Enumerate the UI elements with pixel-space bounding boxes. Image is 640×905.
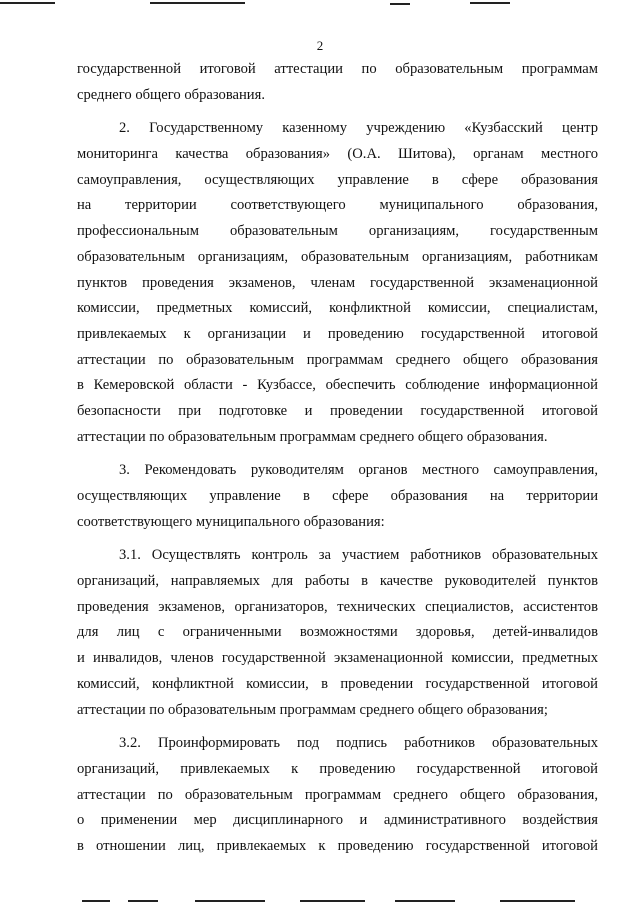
paragraph-item-3-2 <box>77 731 598 859</box>
text-line: государственной итоговой аттестации по образовательным программам <box>77 61 598 77</box>
scan-edge-top <box>0 0 640 8</box>
text-line: 3.1. Осуществлять контроль за участием работников образовательных <box>119 547 598 564</box>
paragraph-item-3 <box>77 458 598 535</box>
text-line: самоуправления, осуществляющих управление в сфере образования <box>77 171 598 188</box>
text-line: в Кемеровской области - Кузбассе, обеспечить соблюдение информационной <box>77 377 598 394</box>
text-line: организаций, привлекаемых к проведению государственной итоговой <box>77 760 598 777</box>
text-line: профессиональным образовательным организациям, государственным <box>77 223 598 240</box>
text-line: организаций, направляемых для работы в качестве руководителей пунктов <box>77 573 598 590</box>
text-line: безопасности при подготовке и проведении государственной итоговой <box>77 402 598 419</box>
text-line: комиссии, предметных комиссий, конфликтной комиссии, специалистам, <box>77 300 598 317</box>
text-line: аттестации по образовательным программам среднего общего образования. <box>77 428 548 445</box>
text-line: комиссий, конфликтной комиссии, в проведении государственной итоговой <box>77 675 598 692</box>
document-body <box>77 57 598 860</box>
text-line: 3.2. Проинформировать под подпись работников образовательных <box>119 735 598 752</box>
page-number: 2 <box>316 38 324 53</box>
text-line: образовательным организациям, образовательным организациям, работникам <box>77 248 598 265</box>
text-line: на территории соответствующего муниципального образования, <box>77 197 598 214</box>
paragraph-continuation <box>77 57 598 108</box>
text-line: привлекаемых к организации и проведению государственной итоговой <box>77 325 598 342</box>
paragraph-item-3-1 <box>77 543 598 723</box>
text-line: о применении мер дисциплинарного и административного воздействия <box>77 812 598 829</box>
text-line: мониторинга качества образования» (О.А. Шитова), органам местного <box>77 146 598 163</box>
text-line: аттестации по образовательным программам среднего общего образования, <box>77 786 598 803</box>
text-line: 3. Рекомендовать руководителям органов местного самоуправления, <box>119 462 598 479</box>
text-line: и инвалидов, членов государственной экзаменационной комиссии, предметных <box>77 650 598 667</box>
text-line: 2. Государственному казенному учреждению «Кузбасский центр <box>119 120 598 137</box>
text-line: проведения экзаменов, организаторов, технических специалистов, ассистентов <box>77 598 598 615</box>
text-line: аттестации по образовательным программам среднего общего образования <box>77 351 598 368</box>
paragraph-item-2 <box>77 116 598 450</box>
text-line: среднего общего образования. <box>77 86 265 103</box>
text-line: пунктов проведения экзаменов, членам государственной экзаменационной <box>77 274 598 291</box>
text-line: соответствующего муниципального образования: <box>77 513 385 530</box>
text-line: для лиц с ограниченными возможностями здоровья, детей-инвалидов <box>77 624 598 641</box>
text-line: аттестации по образовательным программам среднего общего образования; <box>77 701 548 718</box>
text-line: в отношении лиц, привлекаемых к проведению государственной итоговой <box>77 837 598 854</box>
text-line: осуществляющих управление в сфере образования на территории <box>77 488 598 504</box>
scan-edge-bottom <box>0 897 640 905</box>
